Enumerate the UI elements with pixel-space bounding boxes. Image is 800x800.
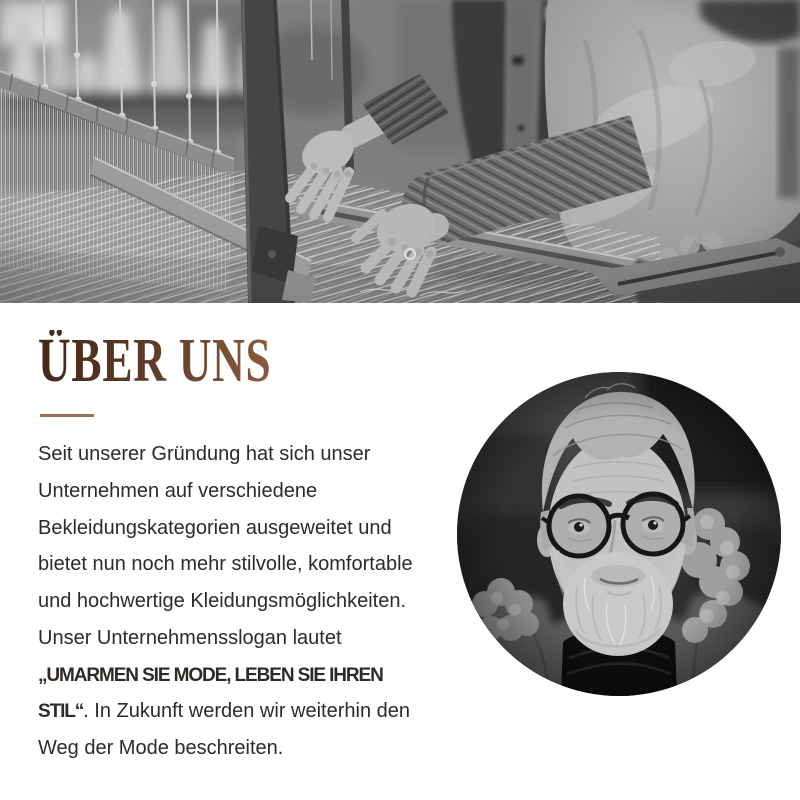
paragraph-text: bietet nun noch mehr stilvolle, komfortable <box>38 553 413 576</box>
paragraph-text: . In Zukunft werden wir weiterhin den <box>83 700 410 723</box>
paragraph-text: Unternehmen auf verschiedene <box>38 479 318 502</box>
photo-vignette <box>0 0 800 303</box>
paragraph-text: Bekleidungskategorien ausgeweitet und <box>38 516 392 539</box>
paragraph-line <box>38 657 468 694</box>
paragraph-text: Weg der Mode beschreiten. <box>38 737 284 759</box>
paragraph-line <box>38 510 468 547</box>
loom-photo-illustration <box>0 0 800 303</box>
paragraph-line <box>38 620 468 657</box>
hero-image <box>0 0 800 303</box>
paragraph-text: Unser Unternehmensslogan lautet <box>38 626 342 649</box>
paragraph-line <box>38 436 468 473</box>
paragraph-line <box>38 693 468 730</box>
title-underline <box>40 414 94 417</box>
paragraph-line <box>38 730 468 767</box>
slogan-text: STIL“ <box>38 701 84 723</box>
paragraph-text: Seit unserer Gründung hat sich unser <box>38 443 371 465</box>
paragraph-line <box>38 546 468 583</box>
portrait-photo-illustration <box>457 372 781 696</box>
paragraph-line <box>38 583 468 620</box>
about-paragraph <box>38 436 468 767</box>
portrait-vignette <box>457 372 781 696</box>
paragraph-line <box>38 473 468 510</box>
page-title: ÜBER UNS <box>38 327 272 395</box>
founder-portrait <box>457 372 781 696</box>
slogan-text: „UMARMEN SIE MODE, LEBEN SIE IHREN <box>38 664 383 686</box>
paragraph-text: und hochwertige Kleidungsmöglichkeiten. <box>38 590 407 612</box>
